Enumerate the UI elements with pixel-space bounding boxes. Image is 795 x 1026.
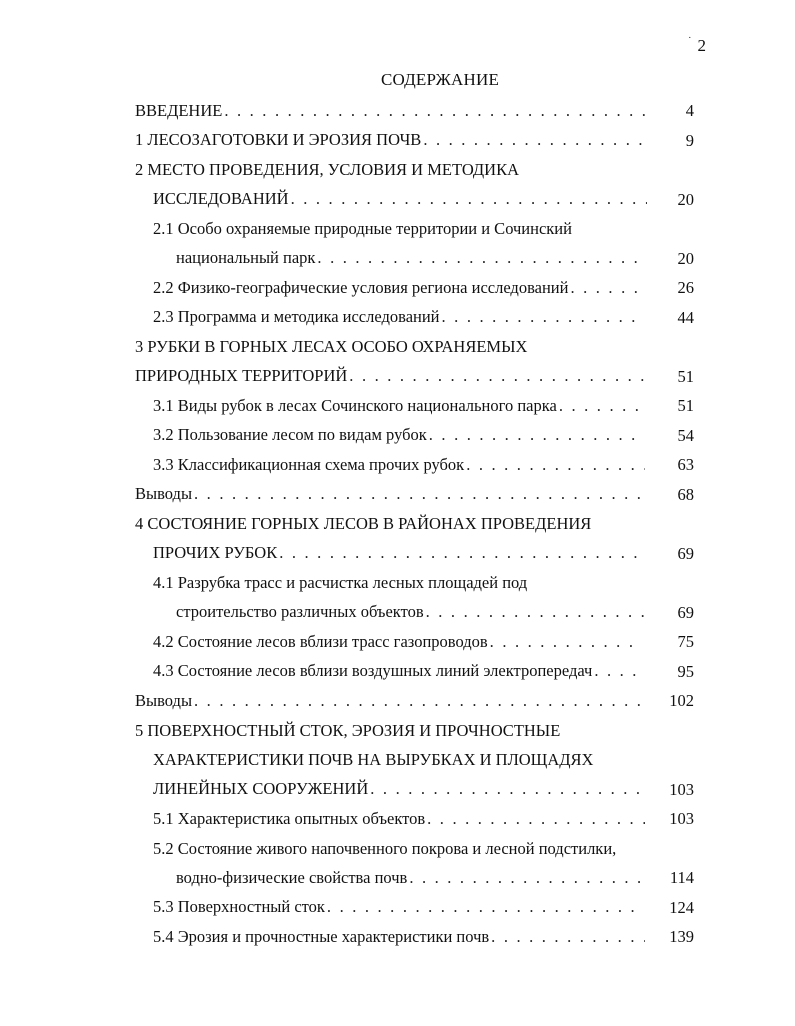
toc-entry-text: 3.2 Пользование лесом по видам рубок xyxy=(153,425,427,445)
toc-entry-chapter-3[interactable]: 3 РУБКИ В ГОРНЫХ ЛЕСАХ ОСОБО ОХРАНЯЕМЫХ xyxy=(135,337,528,356)
toc-entry-section-4-2[interactable] xyxy=(153,627,642,657)
leader-dots xyxy=(426,602,645,622)
toc-entry-section-4-3[interactable] xyxy=(153,657,647,687)
leader-dots xyxy=(490,632,640,652)
toc-page-number: 103 xyxy=(669,809,694,828)
leader-dots xyxy=(429,425,645,445)
leader-dots xyxy=(224,101,645,121)
toc-entry-section-2-2[interactable] xyxy=(153,273,647,303)
toc-entry-text: Выводы xyxy=(135,484,193,504)
toc-entry-chapter-2-cont[interactable] xyxy=(153,185,649,215)
toc-entry-conclusions[interactable] xyxy=(135,686,647,716)
toc-page-number: 51 xyxy=(677,366,694,386)
toc-page-number: 44 xyxy=(677,307,694,327)
toc-entry-text: национальный парк xyxy=(176,248,316,268)
speck-mark: ˙ xyxy=(688,36,692,47)
toc-entry-text: ЛИНЕЙНЫХ СООРУЖЕНИЙ xyxy=(153,779,369,799)
toc-page-number: 69 xyxy=(677,602,694,622)
toc-entry-text: Выводы xyxy=(135,690,193,710)
page-number: ˙ 2 xyxy=(688,36,706,55)
toc-entry-text: 4.3 Состояние лесов вблизи воздушных линий электропередач xyxy=(153,661,593,681)
toc-entry-section-2-1-cont[interactable] xyxy=(176,244,648,274)
toc-entry-text: 3.1 Виды рубок в лесах Сочинского национального парка xyxy=(153,395,557,415)
toc-entry-text: водно-физические свойства почв xyxy=(176,867,408,887)
toc-entry-section-3-2[interactable] xyxy=(153,421,647,451)
leader-dots xyxy=(317,248,646,268)
toc-entry-section-4-1[interactable]: 4.1 Разрубка трасс и расчистка лесных площадей под xyxy=(153,573,528,592)
toc-entry-text: строительство различных объектов xyxy=(176,602,424,622)
toc-page-number: 95 xyxy=(677,661,694,681)
toc-entry-text: 5.1 Характеристика опытных объектов xyxy=(153,808,426,828)
toc-entry-section-5-2[interactable]: 5.2 Состояние живого напочвенного покрова и лесной подстилки, xyxy=(153,838,617,858)
toc-entry-text: ВВЕДЕНИЕ xyxy=(135,100,223,120)
toc-entry-chapter-1[interactable] xyxy=(135,126,647,156)
toc-entry-text: 2.3 Программа и методика исследований xyxy=(153,307,440,327)
toc-page-number: 63 xyxy=(677,455,694,474)
leader-dots xyxy=(194,484,645,504)
toc-entry-chapter-4-cont[interactable] xyxy=(153,539,647,569)
toc-entry-section-5-3[interactable] xyxy=(153,893,645,923)
toc-page-number: 69 xyxy=(677,543,694,563)
toc-page-number: 103 xyxy=(669,779,694,799)
toc-entry-section-3-1[interactable] xyxy=(153,391,647,421)
toc-entry-section-2-3[interactable] xyxy=(153,303,647,333)
toc-entry-chapter-2[interactable]: 2 МЕСТО ПРОВЕДЕНИЯ, УСЛОВИЯ И МЕТОДИКА xyxy=(135,160,520,179)
toc-entry-conclusions[interactable] xyxy=(135,480,647,510)
leader-dots xyxy=(370,779,645,799)
toc-entry-section-4-1-cont[interactable] xyxy=(176,598,647,628)
leader-dots xyxy=(279,543,645,563)
leader-dots xyxy=(594,661,645,681)
toc-entry-chapter-4[interactable]: 4 СОСТОЯНИЕ ГОРНЫХ ЛЕСОВ В РАЙОНАХ ПРОВЕДЕНИЯ xyxy=(135,514,592,533)
leader-dots xyxy=(427,809,645,829)
toc-entry-section-5-2-cont[interactable] xyxy=(176,863,647,893)
toc-page-number: 114 xyxy=(669,868,694,887)
toc-entry-text: ИССЛЕДОВАНИЙ xyxy=(153,189,289,209)
toc-entry-text: 2.2 Физико-географические условия региона исследований xyxy=(153,277,569,297)
toc-entry-text: 5.4 Эрозия и прочностные характеристики почв xyxy=(153,926,490,946)
toc-entry-section-3-3[interactable] xyxy=(153,450,647,480)
toc-entry-chapter-5-cont-2[interactable] xyxy=(153,775,647,805)
toc-entry-chapter-5[interactable]: 5 ПОВЕРХНОСТНЫЙ СТОК, ЭРОЗИЯ И ПРОЧНОСТНЫЕ xyxy=(135,720,561,740)
toc-page-number: 26 xyxy=(677,278,694,297)
toc-entry-text: 4.2 Состояние лесов вблизи трасс газопроводов xyxy=(153,631,488,651)
toc-entry-text: ПРОЧИХ РУБОК xyxy=(153,543,278,563)
toc-entry-text: 5.3 Поверхностный сток xyxy=(153,897,325,917)
leader-dots xyxy=(442,307,645,327)
toc-entry-text: ПРИРОДНЫХ ТЕРРИТОРИЙ xyxy=(135,366,348,386)
toc-page-number: 9 xyxy=(685,130,694,150)
toc-page-number: 54 xyxy=(677,425,694,445)
leader-dots xyxy=(559,396,645,416)
leader-dots xyxy=(466,455,645,475)
toc-entry-chapter-3-cont[interactable] xyxy=(135,362,648,392)
toc-page-number: 68 xyxy=(677,484,694,504)
toc-page-number: 102 xyxy=(669,691,694,710)
toc-title: СОДЕРЖАНИЕ xyxy=(380,70,500,89)
toc-page-number: 4 xyxy=(685,101,694,120)
toc-entry-text: 1 ЛЕСОЗАГОТОВКИ И ЭРОЗИЯ ПОЧВ xyxy=(135,130,422,150)
toc-page-number: 75 xyxy=(677,632,694,651)
toc-page-number: 20 xyxy=(677,189,694,209)
toc-page-number: 139 xyxy=(669,927,694,946)
leader-dots xyxy=(423,130,645,150)
toc-page-number: 51 xyxy=(677,396,694,415)
leader-dots xyxy=(291,189,647,209)
leader-dots xyxy=(327,897,643,917)
leader-dots xyxy=(194,691,645,711)
toc-page-number: 20 xyxy=(677,248,694,268)
toc-entry-section-5-1[interactable] xyxy=(153,804,647,834)
toc-page-number: 124 xyxy=(669,897,694,917)
leader-dots xyxy=(491,927,645,947)
leader-dots xyxy=(349,366,646,386)
toc-entry-chapter-5-cont[interactable]: ХАРАКТЕРИСТИКИ ПОЧВ НА ВЫРУБКАХ И ПЛОЩАДЯХ xyxy=(153,750,594,769)
leader-dots xyxy=(570,278,645,298)
toc-entry-text: 3.3 Классификационная схема прочих рубок xyxy=(153,454,465,474)
toc-entry-section-2-1[interactable]: 2.1 Особо охраняемые природные территории и Сочинский xyxy=(153,219,572,238)
leader-dots xyxy=(409,868,645,888)
toc-entry-introduction[interactable] xyxy=(135,96,647,126)
toc-entry-section-5-4[interactable] xyxy=(153,922,647,952)
